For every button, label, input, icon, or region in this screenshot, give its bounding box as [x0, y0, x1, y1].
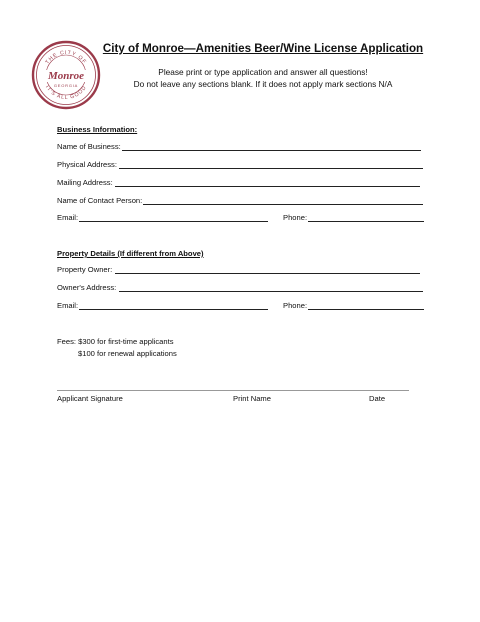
owner-phone-label: Phone: [283, 301, 308, 310]
mailing-address-line[interactable] [115, 186, 420, 187]
instruction-line-1: Please print or type application and answer all questions! [158, 67, 368, 77]
seal-name-text: Monroe [47, 70, 85, 82]
seal-state-text: GEORGIA [53, 83, 79, 88]
fees-first-time: Fees: $300 for first-time applicants [57, 337, 174, 346]
mailing-address-field[interactable] [57, 178, 420, 189]
signature-line[interactable] [57, 390, 409, 391]
physical-address-field[interactable] [57, 160, 423, 171]
property-owner-field[interactable] [57, 265, 420, 276]
page-title: City of Monroe—Amenities Beer/Wine License Application [102, 42, 424, 55]
business-name-field[interactable] [57, 142, 421, 153]
owner-address-line[interactable] [119, 291, 423, 292]
business-name-line[interactable] [122, 150, 421, 151]
owner-address-field[interactable] [57, 283, 423, 294]
mailing-address-label: Mailing Address: [57, 178, 113, 187]
business-email-label: Email: [57, 213, 79, 222]
seal-arc-bottom-text: IT'S ALL GOOD [43, 84, 89, 102]
owner-address-label: Owner's Address: [57, 283, 117, 292]
owner-email-label: Email: [57, 301, 79, 310]
fees-renewal: $100 for renewal applications [78, 349, 177, 358]
owner-email-field[interactable] [57, 301, 268, 312]
date-label: Date [369, 394, 386, 403]
instruction-line-2: Do not leave any sections blank. If it does not apply mark sections N/A [133, 79, 393, 89]
business-phone-label: Phone: [283, 213, 308, 222]
physical-address-label: Physical Address: [57, 160, 117, 169]
business-section-heading: Business Information: [57, 125, 138, 134]
owner-phone-field[interactable] [283, 301, 424, 312]
property-owner-label: Property Owner: [57, 265, 113, 274]
owner-phone-line[interactable] [308, 309, 424, 310]
contact-person-line[interactable] [143, 204, 423, 205]
print-name-label: Print Name [233, 394, 271, 403]
property-owner-line[interactable] [115, 273, 420, 274]
business-phone-line[interactable] [308, 221, 424, 222]
svg-text:THE CITY OF [45, 50, 88, 66]
business-name-label: Name of Business: [57, 142, 121, 151]
seal-arc-top-text: THE CITY OF [44, 49, 88, 66]
business-email-line[interactable] [79, 221, 268, 222]
contact-person-field[interactable] [57, 196, 423, 207]
physical-address-line[interactable] [119, 168, 423, 169]
contact-person-label: Name of Contact Person: [57, 196, 143, 205]
business-phone-field[interactable] [283, 213, 424, 224]
applicant-signature-label: Applicant Signature [57, 394, 123, 403]
business-email-field[interactable] [57, 213, 268, 224]
owner-email-line[interactable] [79, 309, 268, 310]
property-section-heading: Property Details (If different from Above) [57, 249, 204, 258]
city-seal-logo [31, 40, 101, 110]
